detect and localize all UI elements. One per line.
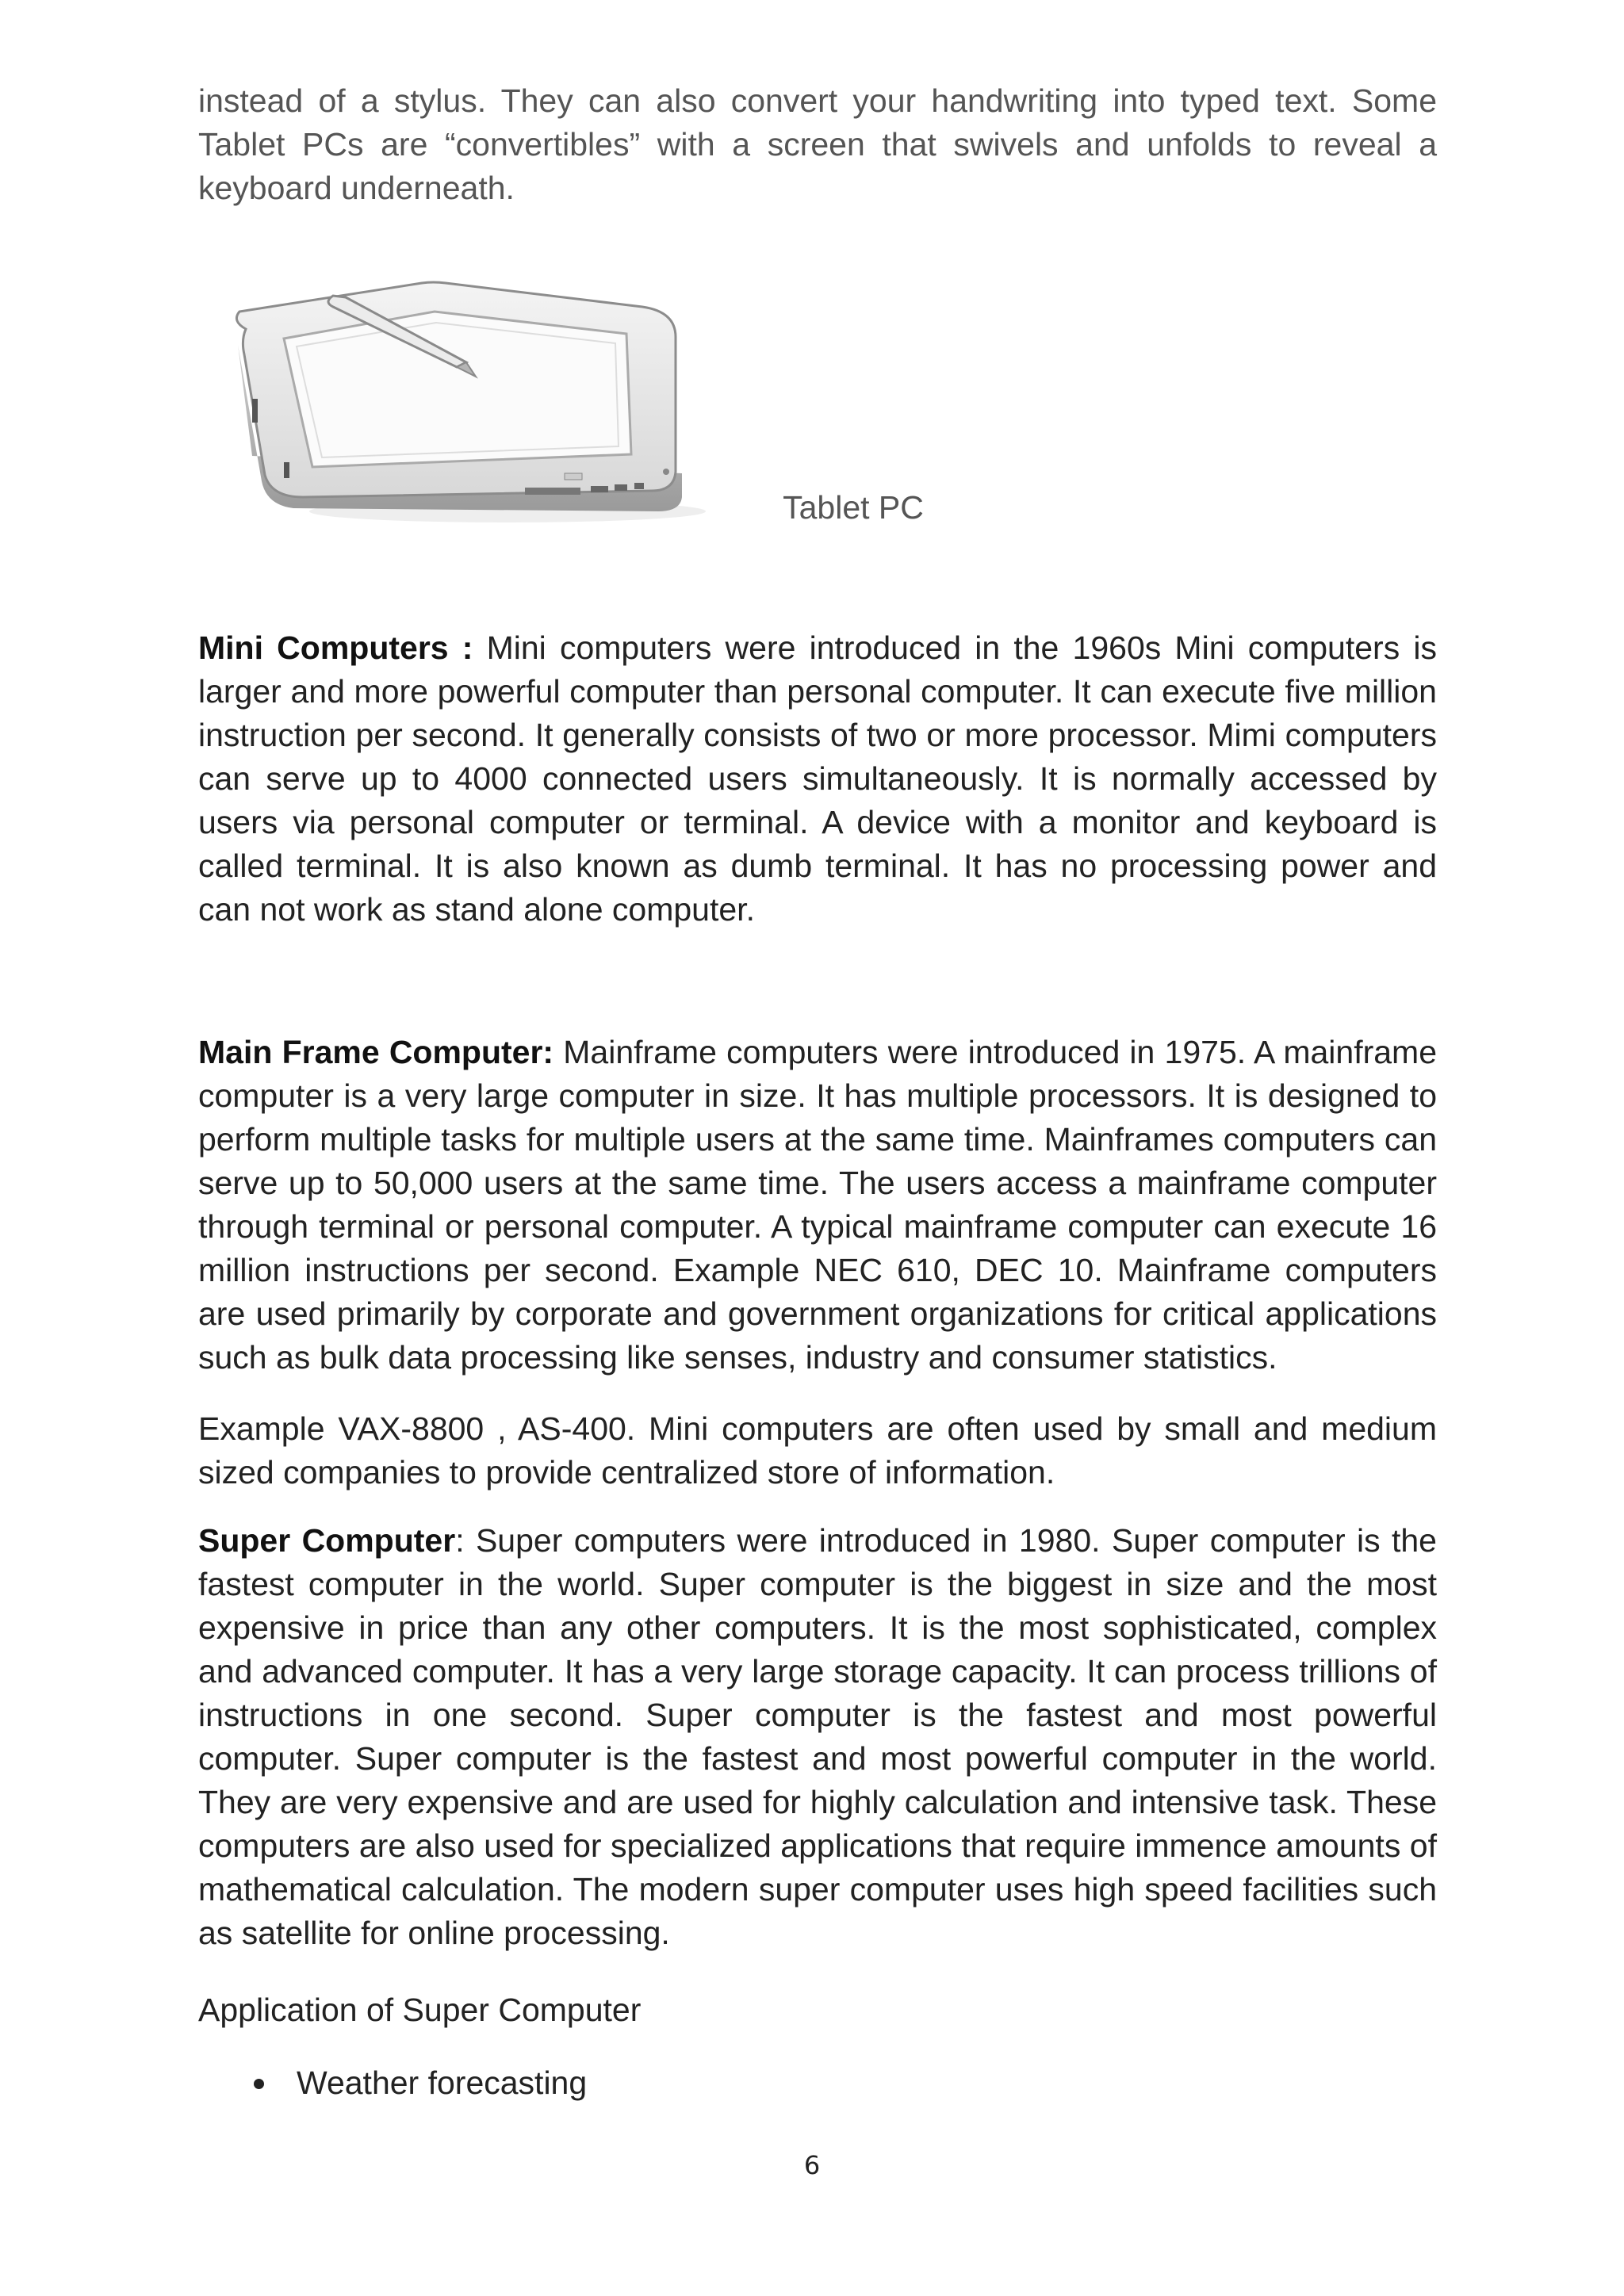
list-item-text: Weather forecasting: [297, 2064, 588, 2101]
mainframe-paragraph: [198, 1031, 1437, 1380]
intro-paragraph: instead of a stylus. They can also convert your handwriting into typed text. Some Tablet PCs are “convertibles” with a screen that swivels and unfolds to reveal a keyboard underneath.: [198, 82, 1437, 206]
super-computer-body: : Super computers were introduced in 1980. Super computer is the fastest computer in the world. Super computer is the biggest in size and the most expensive in price than any other computers. It is the most sophisticated, complex and advanced computer. It has a very large storage capacity. It can process trillions of instructions in one second. Super computer is the fastest and most powerful computer. Super computer is the fastest and most powerful computer in the world. They are very expensive and are used for highly calculation and intensive task. These computers are also used for specialized applications that require immence amounts of mathematical calculation. The modern super computer uses high speed facilities such as satellite for online processing.: [198, 1522, 1437, 1951]
list-item: [198, 2061, 1437, 2105]
page-number: 6: [803, 2150, 821, 2180]
mini-computers-paragraph: [198, 626, 1437, 932]
mini-computers-heading: Mini Computers :: [198, 629, 473, 666]
super-computer-heading: Super Computer: [198, 1522, 456, 1559]
example-paragraph: Example VAX-8800 , AS-400. Mini computers are often used by small and medium sized companies to provide centralized store of information.: [198, 1410, 1437, 1490]
applications-heading: Application of Super Computer: [198, 1992, 642, 2028]
mainframe-heading: Main Frame Computer:: [198, 1034, 554, 1070]
mini-computers-body: Mini computers were introduced in the 1960s Mini computers is larger and more powerful computer than personal computer. It can execute five million instruction per second. It generally consists of two or more processor. Mimi computers can serve up to 4000 connected users simultaneously. It is normally accessed by users via personal computer or terminal. A device with a monitor and keyboard is called terminal. It is also known as dumb terminal. It has no processing power and can not work as stand alone computer.: [198, 629, 1437, 928]
mainframe-body: Mainframe computers were introduced in 1975. A mainframe computer is a very large computer in size. It has multiple processors. It is designed to perform multiple tasks for multiple users at the same time. Mainframes computers can serve up to 50,000 users at the same time. The users access a mainframe computer through terminal or personal computer. A typical mainframe computer can execute 16 million instructions per second. Example NEC 610, DEC 10. Mainframe computers are used primarily by corporate and government organizations for critical applications such as bulk data processing like senses, industry and consumer statistics.: [198, 1034, 1437, 1376]
applications-list: [198, 2061, 1437, 2105]
bullet-icon: [254, 2079, 264, 2089]
figure-caption: Tablet PC: [783, 489, 924, 526]
super-computer-paragraph: [198, 1519, 1437, 1955]
